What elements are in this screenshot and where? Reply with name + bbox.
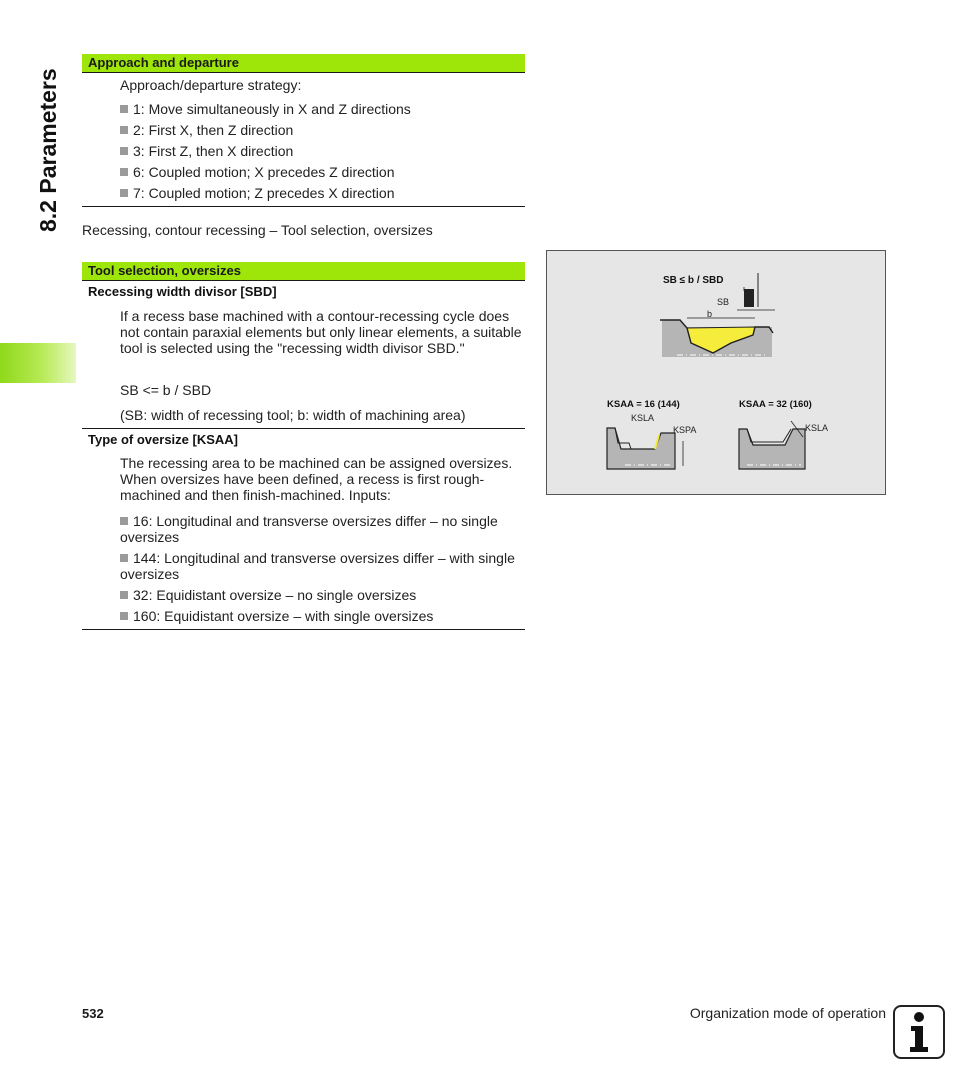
section-tab-marker xyxy=(0,343,76,383)
bullet-icon xyxy=(120,168,128,176)
ksla-right-label: KSLA xyxy=(805,423,829,433)
sbd-param-name: Recessing width divisor [SBD] xyxy=(88,284,277,299)
ksla-left-label: KSLA xyxy=(631,413,655,423)
approach-intro: Approach/departure strategy: xyxy=(120,77,302,93)
info-icon xyxy=(893,1005,945,1059)
ksaa-param-name: Type of oversize [KSAA] xyxy=(88,432,239,447)
divider xyxy=(82,629,525,630)
bullet-icon xyxy=(120,126,128,134)
bullet-icon xyxy=(120,612,128,620)
bullet-icon xyxy=(120,591,128,599)
bullet-icon xyxy=(120,105,128,113)
list-item: 144: Longitudinal and transverse oversizes differ – with single oversizes xyxy=(120,550,515,582)
list-item: 32: Equidistant oversize – no single oversizes xyxy=(120,587,520,603)
sbd-formula: SB <= b / SBD xyxy=(120,382,212,398)
list-item: 16: Longitudinal and transverse oversizes differ – no single oversizes xyxy=(120,513,498,545)
section-side-title: 8.2 Parameters xyxy=(35,68,61,232)
list-item: 160: Equidistant oversize – with single oversizes xyxy=(120,608,520,624)
workpiece-left xyxy=(607,428,675,469)
sbd-description: If a recess base machined with a contour-recessing cycle does not contain paraxial elements but only linear elements, a suitable tool is selected using the "recessing width divisor SBD." xyxy=(120,308,522,356)
list-item: 1: Move simultaneously in X and Z directions xyxy=(120,101,520,117)
list-item: 2: First X, then Z direction xyxy=(120,122,520,138)
bullet-icon xyxy=(120,517,128,525)
approach-heading: Approach and departure xyxy=(82,54,525,73)
list-item: 3: First Z, then X direction xyxy=(120,143,520,159)
recessing-figure xyxy=(546,250,886,495)
divider xyxy=(82,206,525,207)
sbd-formula-label: SB ≤ b / SBD xyxy=(663,275,724,286)
bullet-icon xyxy=(120,189,128,197)
sbd-note: (SB: width of recessing tool; b: width of machining area) xyxy=(120,407,466,423)
footer-text: Organization mode of operation xyxy=(689,1005,886,1021)
bullet-icon xyxy=(120,147,128,155)
sb-label: SB xyxy=(717,297,730,307)
ksaa16-label: KSAA = 16 (144) xyxy=(607,399,680,410)
bullet-icon xyxy=(120,554,128,562)
page-number: 532 xyxy=(82,1006,104,1021)
section-caption: Recessing, contour recessing – Tool selection, oversizes xyxy=(82,222,433,238)
recessing-tool xyxy=(744,289,754,307)
divider xyxy=(82,428,525,429)
tool-heading: Tool selection, oversizes xyxy=(82,262,525,281)
list-item: 6: Coupled motion; X precedes Z direction xyxy=(120,164,520,180)
kspa-label: KSPA xyxy=(673,425,697,435)
ksaa32-label: KSAA = 32 (160) xyxy=(739,399,812,410)
b-label: b xyxy=(707,309,713,319)
list-item: 7: Coupled motion; Z precedes X direction xyxy=(120,185,520,201)
ksaa-description: The recessing area to be machined can be assigned oversizes. When oversizes have been defined, a recess is first rough-machined and then finish-machined. Inputs: xyxy=(120,455,513,503)
